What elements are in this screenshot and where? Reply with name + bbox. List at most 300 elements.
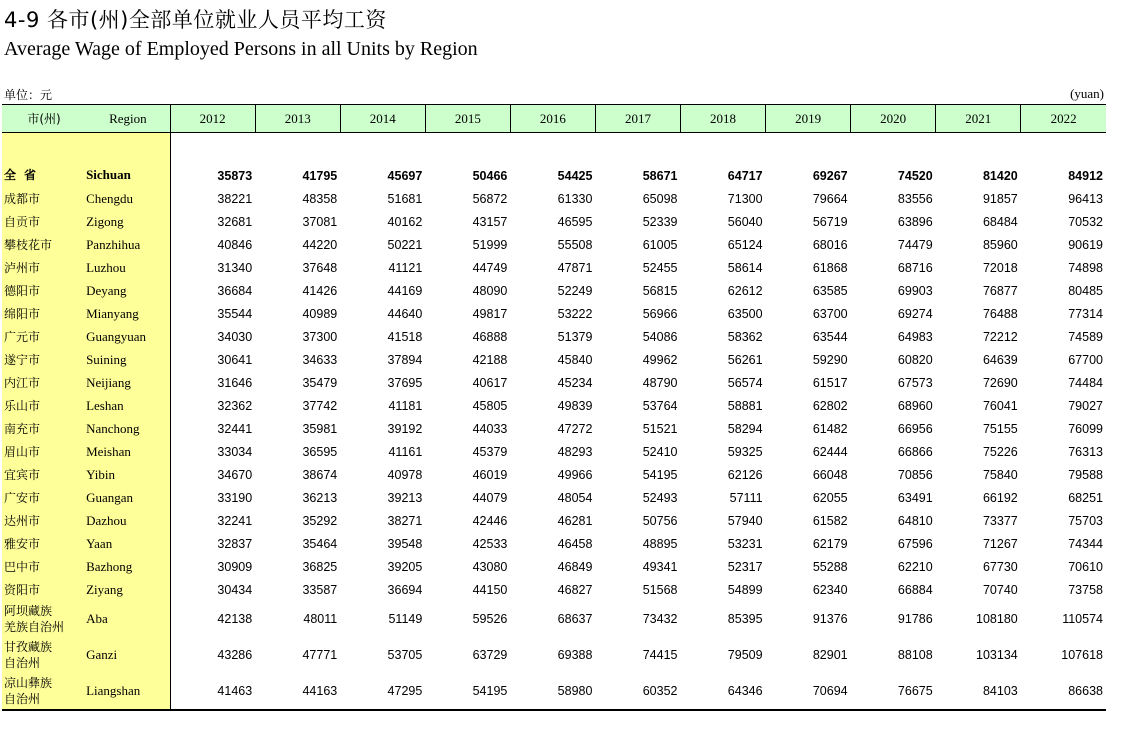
table-row bbox=[2, 371, 1106, 394]
wage-value: 51149 bbox=[388, 612, 423, 626]
wage-value: 76313 bbox=[1068, 444, 1103, 459]
wage-value: 61517 bbox=[812, 375, 848, 390]
region-name-cn: 乐山市 bbox=[2, 394, 86, 417]
wage-value: 68960 bbox=[897, 398, 933, 413]
wage-value: 70532 bbox=[1068, 214, 1103, 229]
table-row bbox=[2, 486, 1106, 509]
wage-value: 39213 bbox=[387, 490, 423, 505]
wage-value: 55508 bbox=[557, 237, 593, 252]
wage-value: 44169 bbox=[387, 283, 423, 298]
wage-value: 39548 bbox=[387, 536, 423, 551]
wage-value: 45840 bbox=[557, 352, 593, 367]
wage-value: 77314 bbox=[1068, 306, 1103, 321]
region-name-cn-line1: 凉山彝族 bbox=[4, 676, 53, 690]
wage-value: 56040 bbox=[727, 214, 763, 229]
header-year-2016: 2016 bbox=[510, 105, 595, 133]
region-name-cn: 广元市 bbox=[2, 325, 86, 348]
region-name-en: Chengdu bbox=[86, 187, 170, 210]
wage-value: 70856 bbox=[897, 467, 933, 482]
wage-value: 31340 bbox=[217, 260, 253, 275]
table-row bbox=[2, 348, 1106, 371]
table-row bbox=[2, 532, 1106, 555]
table-row bbox=[2, 555, 1106, 578]
wage-value: 80485 bbox=[1068, 283, 1103, 298]
wage-value: 69903 bbox=[897, 283, 933, 298]
region-name-en: Luzhou bbox=[86, 256, 170, 279]
wage-value: 73758 bbox=[1068, 582, 1103, 597]
wage-table-container bbox=[2, 104, 1106, 711]
region-name-cn: 宜宾市 bbox=[2, 463, 86, 486]
table-row bbox=[2, 256, 1106, 279]
spacer-row bbox=[2, 133, 1106, 152]
wage-value: 72690 bbox=[982, 375, 1018, 390]
wage-value: 53764 bbox=[642, 398, 678, 413]
wage-value: 44150 bbox=[472, 582, 508, 597]
wage-value: 67596 bbox=[897, 536, 933, 551]
wage-value: 68484 bbox=[982, 214, 1018, 229]
wage-value: 62340 bbox=[812, 582, 848, 597]
wage-value: 76099 bbox=[1068, 421, 1103, 436]
total-value-2017: 58671 bbox=[642, 169, 678, 183]
wage-value: 58881 bbox=[727, 398, 763, 413]
wage-value: 41121 bbox=[388, 260, 423, 275]
wage-value: 75703 bbox=[1068, 513, 1103, 528]
wage-value: 56815 bbox=[642, 283, 678, 298]
wage-value: 107618 bbox=[1061, 648, 1103, 662]
wage-value: 46888 bbox=[472, 329, 508, 344]
wage-value: 86638 bbox=[1021, 673, 1106, 710]
total-value-2022: 84912 bbox=[1068, 169, 1103, 183]
header-year-2014: 2014 bbox=[340, 105, 425, 133]
table-row bbox=[2, 279, 1106, 302]
wage-value: 58362 bbox=[727, 329, 763, 344]
table-row bbox=[2, 578, 1106, 601]
wage-value: 85395 bbox=[727, 612, 763, 626]
wage-value: 62612 bbox=[727, 283, 763, 298]
wage-value: 46281 bbox=[557, 513, 593, 528]
wage-value: 79588 bbox=[1068, 467, 1103, 482]
wage-value: 56966 bbox=[642, 306, 678, 321]
wage-value: 65098 bbox=[642, 191, 678, 206]
wage-value: 59526 bbox=[472, 612, 508, 626]
wage-value: 39192 bbox=[387, 421, 423, 436]
total-value-2013: 41795 bbox=[302, 169, 338, 183]
wage-value: 91857 bbox=[982, 191, 1018, 206]
region-name-cn: 雅安市 bbox=[2, 532, 86, 555]
total-value-2018: 64717 bbox=[727, 169, 763, 183]
wage-value: 40978 bbox=[387, 467, 423, 482]
region-name-en: Guangyuan bbox=[86, 325, 170, 348]
region-name-cn: 广安市 bbox=[2, 486, 86, 509]
wage-value: 76488 bbox=[982, 306, 1018, 321]
wage-value: 69274 bbox=[897, 306, 933, 321]
table-row bbox=[2, 463, 1106, 486]
wage-value: 79509 bbox=[727, 648, 763, 662]
region-name-cn: 达州市 bbox=[2, 509, 86, 532]
wage-value: 85960 bbox=[982, 237, 1018, 252]
wage-value: 72018 bbox=[982, 260, 1018, 275]
wage-value: 53231 bbox=[727, 536, 763, 551]
wage-value: 61330 bbox=[557, 191, 593, 206]
wage-value: 51568 bbox=[642, 582, 678, 597]
wage-value: 41463 bbox=[170, 673, 255, 710]
wage-value: 68251 bbox=[1068, 490, 1103, 505]
wage-value: 62444 bbox=[812, 444, 848, 459]
table-row bbox=[2, 302, 1106, 325]
wage-value: 34633 bbox=[302, 352, 338, 367]
region-name-en: Neijiang bbox=[86, 371, 170, 394]
table-row bbox=[2, 509, 1106, 532]
unit-label-cn: 单位：元 bbox=[4, 88, 53, 102]
region-name-en: Panzhihua bbox=[86, 233, 170, 256]
wage-value: 75155 bbox=[982, 421, 1018, 436]
wage-value: 66048 bbox=[812, 467, 848, 482]
region-name-en: Aba bbox=[86, 601, 170, 637]
wage-value: 37300 bbox=[302, 329, 338, 344]
wage-value: 47295 bbox=[340, 673, 425, 710]
wage-value: 61005 bbox=[642, 237, 678, 252]
wage-value: 48090 bbox=[472, 283, 508, 298]
wage-value: 53222 bbox=[557, 306, 593, 321]
wage-value: 64810 bbox=[897, 513, 933, 528]
wage-value: 73432 bbox=[642, 612, 678, 626]
region-name-en: Guangan bbox=[86, 486, 170, 509]
wage-value: 37742 bbox=[302, 398, 338, 413]
wage-value: 46827 bbox=[557, 582, 593, 597]
wage-value: 40989 bbox=[302, 306, 338, 321]
wage-value: 71267 bbox=[982, 536, 1018, 551]
wage-value: 46849 bbox=[557, 559, 593, 574]
header-region-cn: 市(州) bbox=[2, 105, 86, 133]
wage-value: 91786 bbox=[897, 612, 933, 626]
wage-value: 58980 bbox=[510, 673, 595, 710]
region-name-en: Meishan bbox=[86, 440, 170, 463]
wage-value: 36213 bbox=[302, 490, 338, 505]
wage-value: 68016 bbox=[812, 237, 848, 252]
region-name-cn: 遂宁市 bbox=[2, 348, 86, 371]
total-value-2014: 45697 bbox=[387, 169, 423, 183]
wage-value: 38271 bbox=[387, 513, 423, 528]
wage-value: 52455 bbox=[642, 260, 678, 275]
region-name-en: Nanchong bbox=[86, 417, 170, 440]
wage-value: 40162 bbox=[387, 214, 423, 229]
wage-value: 37695 bbox=[387, 375, 423, 390]
wage-value: 56261 bbox=[727, 352, 763, 367]
wage-value: 57111 bbox=[729, 490, 763, 505]
wage-value: 74344 bbox=[1068, 536, 1103, 551]
wage-value: 64639 bbox=[982, 352, 1018, 367]
wage-value: 67573 bbox=[897, 375, 933, 390]
region-name-en: Yibin bbox=[86, 463, 170, 486]
table-row bbox=[2, 601, 1106, 637]
wage-value: 75840 bbox=[982, 467, 1018, 482]
wage-value: 76877 bbox=[982, 283, 1018, 298]
wage-value: 90619 bbox=[1068, 237, 1103, 252]
wage-value: 44749 bbox=[472, 260, 508, 275]
wage-value: 103134 bbox=[976, 648, 1018, 662]
wage-value: 50221 bbox=[387, 237, 423, 252]
region-name-cn: 德阳市 bbox=[2, 279, 86, 302]
header-year-2019: 2019 bbox=[766, 105, 851, 133]
wage-value: 88108 bbox=[897, 648, 933, 662]
wage-value: 46595 bbox=[557, 214, 593, 229]
wage-value: 69388 bbox=[557, 648, 593, 662]
region-name-cn bbox=[2, 637, 86, 673]
header-year-2021: 2021 bbox=[936, 105, 1021, 133]
region-name-cn: 巴中市 bbox=[2, 555, 86, 578]
wage-value: 32681 bbox=[217, 214, 253, 229]
wage-value: 38674 bbox=[302, 467, 338, 482]
wage-value: 33190 bbox=[217, 490, 253, 505]
wage-value: 68637 bbox=[557, 612, 593, 626]
table-row bbox=[2, 233, 1106, 256]
wage-value: 33587 bbox=[302, 582, 338, 597]
wage-value: 44033 bbox=[472, 421, 508, 436]
wage-value: 61868 bbox=[812, 260, 848, 275]
wage-value: 44220 bbox=[302, 237, 338, 252]
region-name-cn: 眉山市 bbox=[2, 440, 86, 463]
wage-value: 44079 bbox=[472, 490, 508, 505]
wage-value: 49341 bbox=[642, 559, 678, 574]
wage-value: 32241 bbox=[217, 513, 253, 528]
wage-value: 63544 bbox=[812, 329, 848, 344]
wage-value: 54195 bbox=[642, 467, 678, 482]
wage-value: 84103 bbox=[936, 673, 1021, 710]
region-name-en: Yaan bbox=[86, 532, 170, 555]
total-value-2016: 54425 bbox=[557, 169, 593, 183]
wage-value: 30641 bbox=[217, 352, 253, 367]
wage-value: 63491 bbox=[897, 490, 933, 505]
wage-value: 66866 bbox=[897, 444, 933, 459]
wage-value: 33034 bbox=[217, 444, 253, 459]
wage-value: 43157 bbox=[472, 214, 508, 229]
wage-value: 37081 bbox=[302, 214, 338, 229]
wage-value: 54899 bbox=[727, 582, 763, 597]
wage-value: 51521 bbox=[642, 421, 678, 436]
wage-value: 68716 bbox=[897, 260, 933, 275]
total-value-2015: 50466 bbox=[472, 169, 508, 183]
region-name-en: Bazhong bbox=[86, 555, 170, 578]
wage-value: 48790 bbox=[642, 375, 678, 390]
header-year-2022: 2022 bbox=[1021, 105, 1106, 133]
wage-value: 56574 bbox=[727, 375, 763, 390]
wage-value: 70694 bbox=[766, 673, 851, 710]
wage-value: 82901 bbox=[812, 648, 848, 662]
wage-value: 31646 bbox=[217, 375, 253, 390]
wage-value: 42138 bbox=[217, 612, 253, 626]
wage-value: 52249 bbox=[557, 283, 593, 298]
table-row bbox=[2, 187, 1106, 210]
wage-value: 38221 bbox=[217, 191, 253, 206]
table-row-total bbox=[2, 151, 1106, 187]
wage-value: 30434 bbox=[217, 582, 253, 597]
wage-value: 48293 bbox=[557, 444, 593, 459]
page-title-en: Average Wage of Employed Persons in all Units by Region bbox=[4, 38, 478, 60]
wage-value: 71300 bbox=[727, 191, 763, 206]
wage-value: 43286 bbox=[217, 648, 253, 662]
wage-value: 61482 bbox=[812, 421, 848, 436]
wage-value: 56719 bbox=[812, 214, 848, 229]
wage-value: 40846 bbox=[217, 237, 253, 252]
wage-value: 70740 bbox=[982, 582, 1018, 597]
wage-value: 48895 bbox=[642, 536, 678, 551]
wage-value: 50756 bbox=[642, 513, 678, 528]
wage-value: 62179 bbox=[812, 536, 848, 551]
region-name-en: Dazhou bbox=[86, 509, 170, 532]
wage-value: 48358 bbox=[302, 191, 338, 206]
wage-value: 42188 bbox=[472, 352, 508, 367]
wage-value: 42446 bbox=[472, 513, 508, 528]
wage-value: 54195 bbox=[425, 673, 510, 710]
table-row bbox=[2, 673, 1106, 710]
wage-value: 74898 bbox=[1068, 260, 1103, 275]
wage-value: 40617 bbox=[472, 375, 508, 390]
header-year-2017: 2017 bbox=[595, 105, 680, 133]
wage-value: 110574 bbox=[1062, 612, 1103, 626]
wage-value: 48011 bbox=[303, 612, 338, 626]
wage-value: 58614 bbox=[727, 260, 763, 275]
wage-value: 47871 bbox=[557, 260, 593, 275]
wage-value: 63500 bbox=[727, 306, 763, 321]
header-year-2020: 2020 bbox=[851, 105, 936, 133]
wage-value: 49962 bbox=[642, 352, 678, 367]
table-row bbox=[2, 417, 1106, 440]
wage-value: 47272 bbox=[557, 421, 593, 436]
region-name-en: Zigong bbox=[86, 210, 170, 233]
total-value-2012: 35873 bbox=[217, 169, 253, 183]
wage-value: 45379 bbox=[472, 444, 508, 459]
region-name-cn: 攀枝花市 bbox=[2, 233, 86, 256]
wage-value: 73377 bbox=[982, 513, 1018, 528]
wage-value: 41518 bbox=[387, 329, 423, 344]
table-body bbox=[2, 133, 1106, 711]
wage-value: 108180 bbox=[976, 612, 1018, 626]
wage-value: 70610 bbox=[1068, 559, 1103, 574]
wage-value: 64983 bbox=[897, 329, 933, 344]
wage-value: 49839 bbox=[557, 398, 593, 413]
header-region-en: Region bbox=[86, 105, 170, 133]
wage-value: 52317 bbox=[727, 559, 763, 574]
wage-value: 30909 bbox=[217, 559, 253, 574]
total-region-cn: 全省 bbox=[2, 151, 86, 187]
wage-value: 64346 bbox=[681, 673, 766, 710]
wage-value: 37648 bbox=[302, 260, 338, 275]
wage-value: 79664 bbox=[812, 191, 848, 206]
wage-value: 83556 bbox=[897, 191, 933, 206]
wage-table bbox=[2, 104, 1106, 711]
wage-value: 59290 bbox=[812, 352, 848, 367]
wage-value: 67730 bbox=[982, 559, 1018, 574]
wage-value: 74589 bbox=[1068, 329, 1103, 344]
wage-value: 91376 bbox=[812, 612, 848, 626]
wage-value: 62126 bbox=[727, 467, 763, 482]
header-year-2015: 2015 bbox=[425, 105, 510, 133]
wage-value: 65124 bbox=[727, 237, 763, 252]
wage-value: 53705 bbox=[387, 648, 423, 662]
wage-value: 62210 bbox=[897, 559, 933, 574]
wage-value: 59325 bbox=[727, 444, 763, 459]
page-title-cn: 4-9 各市(州)全部单位就业人员平均工资 bbox=[4, 8, 387, 32]
wage-value: 79027 bbox=[1068, 398, 1103, 413]
wage-value: 45805 bbox=[472, 398, 508, 413]
total-value-2019: 69267 bbox=[812, 169, 848, 183]
region-name-cn: 泸州市 bbox=[2, 256, 86, 279]
wage-value: 46019 bbox=[472, 467, 508, 482]
wage-value: 74415 bbox=[642, 648, 678, 662]
wage-value: 51681 bbox=[387, 191, 423, 206]
wage-value: 35981 bbox=[302, 421, 338, 436]
wage-value: 56872 bbox=[472, 191, 508, 206]
wage-value: 66192 bbox=[982, 490, 1018, 505]
wage-value: 96413 bbox=[1068, 191, 1103, 206]
wage-value: 63729 bbox=[472, 648, 508, 662]
table-row bbox=[2, 394, 1106, 417]
wage-value: 63896 bbox=[897, 214, 933, 229]
region-name-en: Suining bbox=[86, 348, 170, 371]
region-name-cn: 成都市 bbox=[2, 187, 86, 210]
wage-value: 76041 bbox=[982, 398, 1018, 413]
total-value-2020: 74520 bbox=[897, 169, 933, 183]
region-name-en: Ziyang bbox=[86, 578, 170, 601]
wage-value: 32837 bbox=[217, 536, 253, 551]
wage-value: 52493 bbox=[642, 490, 678, 505]
wage-value: 41181 bbox=[388, 398, 423, 413]
wage-value: 43080 bbox=[472, 559, 508, 574]
wage-value: 44640 bbox=[387, 306, 423, 321]
wage-value: 41426 bbox=[302, 283, 338, 298]
header-year-2012: 2012 bbox=[170, 105, 255, 133]
wage-value: 48054 bbox=[557, 490, 593, 505]
wage-value: 41161 bbox=[388, 444, 423, 459]
wage-value: 36684 bbox=[217, 283, 253, 298]
wage-value: 35544 bbox=[217, 306, 253, 321]
wage-value: 60352 bbox=[595, 673, 680, 710]
wage-value: 36694 bbox=[387, 582, 423, 597]
table-header-row bbox=[2, 105, 1106, 133]
region-name-en: Leshan bbox=[86, 394, 170, 417]
wage-value: 60820 bbox=[897, 352, 933, 367]
region-name-en: Mianyang bbox=[86, 302, 170, 325]
wage-value: 34030 bbox=[217, 329, 253, 344]
region-name-cn: 自贡市 bbox=[2, 210, 86, 233]
region-name-cn bbox=[2, 673, 86, 710]
wage-value: 45234 bbox=[557, 375, 593, 390]
wage-value: 35292 bbox=[302, 513, 338, 528]
region-name-en: Liangshan bbox=[86, 673, 170, 710]
wage-value: 54086 bbox=[642, 329, 678, 344]
region-name-cn: 资阳市 bbox=[2, 578, 86, 601]
wage-value: 51999 bbox=[472, 237, 508, 252]
region-name-cn: 绵阳市 bbox=[2, 302, 86, 325]
wage-value: 58294 bbox=[727, 421, 763, 436]
total-value-2021: 81420 bbox=[982, 169, 1018, 183]
wage-value: 36825 bbox=[302, 559, 338, 574]
wage-value: 49817 bbox=[472, 306, 508, 321]
wage-value: 74479 bbox=[897, 237, 933, 252]
region-name-en: Deyang bbox=[86, 279, 170, 302]
region-name-cn-line2: 自治州 bbox=[4, 656, 41, 670]
total-region-en: Sichuan bbox=[86, 151, 170, 187]
wage-value: 37894 bbox=[387, 352, 423, 367]
region-name-cn bbox=[2, 601, 86, 637]
table-row bbox=[2, 440, 1106, 463]
region-name-en: Ganzi bbox=[86, 637, 170, 673]
wage-value: 34670 bbox=[217, 467, 253, 482]
wage-value: 61582 bbox=[812, 513, 848, 528]
wage-value: 39205 bbox=[387, 559, 423, 574]
wage-value: 46458 bbox=[557, 536, 593, 551]
wage-value: 42533 bbox=[472, 536, 508, 551]
